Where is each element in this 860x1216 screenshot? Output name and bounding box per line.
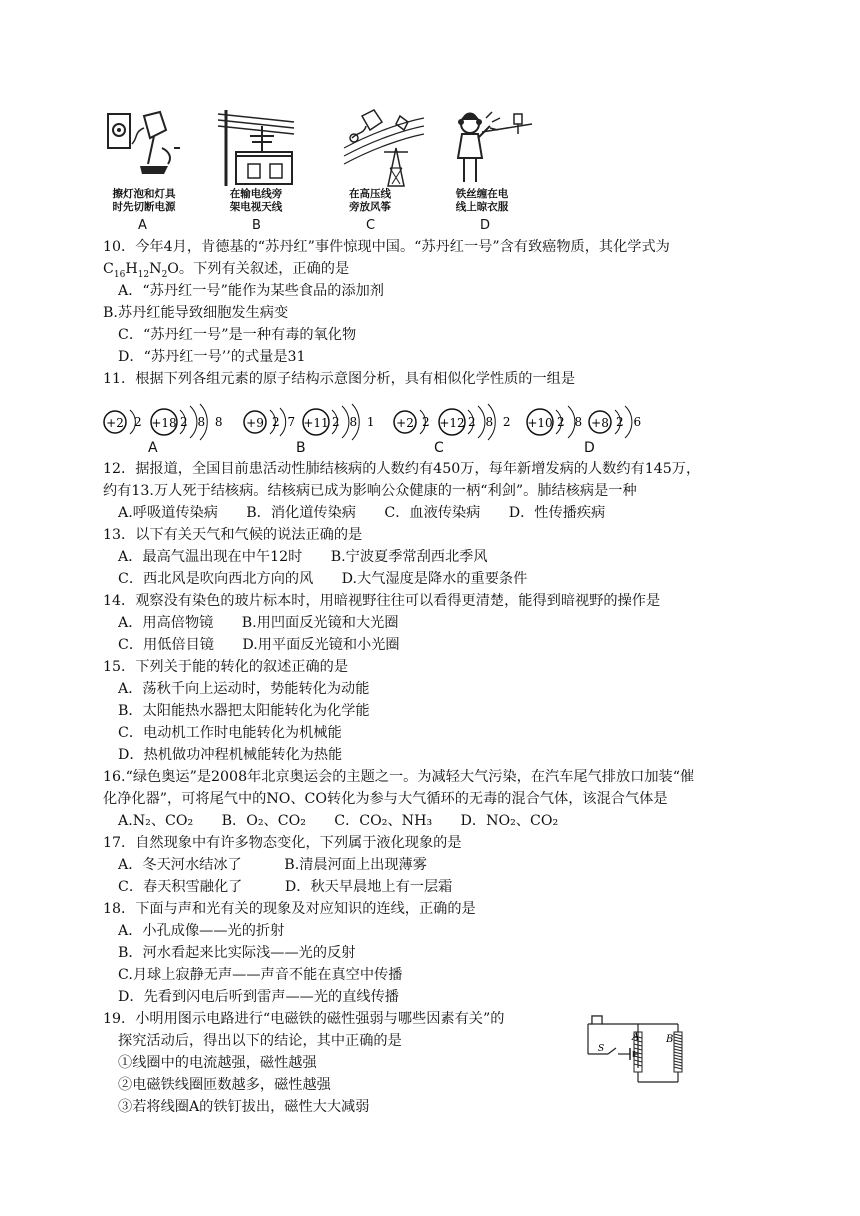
shells-a2: 2 8 8 bbox=[180, 415, 226, 429]
nucleus-d1: +10 bbox=[527, 416, 553, 430]
q11-label-c: C bbox=[434, 440, 444, 456]
atom-diagram-c bbox=[390, 402, 514, 442]
q15-option-a: A．荡秋千向上运动时，势能转化为动能 bbox=[118, 681, 370, 697]
q15-option-b: B．太阳能热水器把太阳能转化为化学能 bbox=[118, 703, 370, 719]
antenna-illustration bbox=[216, 108, 296, 186]
q10-option-d: D．“苏丹红一号’’的式量是31 bbox=[118, 349, 306, 365]
q10-formula-line: $C_{16}H_{12}N_2O$。下列有关叙述，正确的是 bbox=[103, 261, 350, 280]
q15-stem: 15．下列关于能的转化的叙述正确的是 bbox=[103, 659, 349, 675]
nucleus-a1: +2 bbox=[106, 416, 124, 430]
q11-label-b: B bbox=[296, 440, 306, 456]
circuit-label-b: B bbox=[666, 1034, 674, 1045]
circuit-label-a: A bbox=[632, 1032, 640, 1043]
q15-option-c: C．电动机工作时电能转化为机械能 bbox=[118, 725, 342, 741]
q14-row1: A．用高倍物镜 B.用凹面反光镜和大光圈 bbox=[118, 615, 399, 631]
atom-diagram-a bbox=[100, 402, 226, 442]
clothesline-illustration bbox=[456, 108, 536, 186]
nucleus-c2: +12 bbox=[439, 416, 465, 430]
q13-row2: C．西北风是吹向西北方向的风 D.大气湿度是降水的重要条件 bbox=[118, 571, 528, 587]
nucleus-b2: +11 bbox=[303, 416, 329, 430]
caption-b: 在输电线旁 架电视天线 bbox=[229, 188, 283, 213]
q19-conclusion-2: ②电磁铁线圈匝数越多，磁性越强 bbox=[118, 1077, 331, 1093]
q10-option-a: A．“苏丹红一号”能作为某些食品的添加剂 bbox=[118, 283, 384, 299]
caption-d: 铁丝缠在电 线上晾衣服 bbox=[455, 188, 509, 213]
q19-line2: 探究活动后，得出以下的结论，其中正确的是 bbox=[118, 1033, 402, 1049]
atom-diagram-b bbox=[240, 402, 378, 442]
caption-c: 在高压线 旁放风筝 bbox=[349, 188, 391, 213]
kite-illustration bbox=[344, 108, 424, 186]
q10-option-c: C．“苏丹红一号”是一种有毒的氧化物 bbox=[118, 327, 357, 343]
q16-line1: 16.“绿色奥运”是2008年北京奥运会的主题之一。为减轻大气污染，在汽车尾气排放口加装“催 bbox=[103, 769, 695, 785]
circuit-label-s: S bbox=[598, 1044, 605, 1054]
shells-d1: 2 8 bbox=[557, 415, 586, 429]
q16-line2: 化净化器”，可将尾气中的NO、CO转化为参与大气循环的无毒的混合气体，该混合气体是 bbox=[103, 791, 668, 807]
atom-diagram-d bbox=[524, 402, 654, 442]
q14-row2: C．用低倍目镜 D.用平面反光镜和小光圈 bbox=[118, 637, 400, 653]
nucleus-d2: +8 bbox=[591, 416, 609, 430]
q17-row1: A．冬天河水结冰了 B.清晨河面上出现薄雾 bbox=[118, 857, 427, 873]
q12-options: A.呼吸道传染病 B．消化道传染病 C．血液传染病 D．性传播疾病 bbox=[118, 505, 606, 521]
shells-b1: 2 7 bbox=[272, 415, 298, 429]
q17-row2: C．春天积雪融化了 D．秋天早晨地上有一层霜 bbox=[118, 879, 453, 895]
figure-label-c: C bbox=[366, 218, 376, 233]
q14-stem: 14．观察没有染色的玻片标本时，用暗视野往往可以看得更清楚，能得到暗视野的操作是 bbox=[103, 593, 661, 609]
q18-option-c: C.月球上寂静无声——声音不能在真空中传播 bbox=[118, 967, 403, 983]
nucleus-b1: +9 bbox=[246, 416, 264, 430]
q18-option-b: B．河水看起来比实际浅——光的反射 bbox=[118, 945, 356, 961]
nucleus-c1: +2 bbox=[396, 416, 414, 430]
q19-line1: 19．小明用图示电路进行“电磁铁的磁性强弱与哪些因素有关”的 bbox=[103, 1011, 505, 1027]
q12-line2: 约有13.万人死于结核病。结核病已成为影响公众健康的一柄“利剑”。肺结核病是一种 bbox=[103, 483, 637, 499]
shells-a1: 2 bbox=[134, 415, 142, 429]
q10-stem: 10．今年4月，肯德基的“苏丹红”事件惊现中国。“苏丹红一号”含有致癌物质，其化学式为 bbox=[103, 239, 670, 255]
q13-stem: 13．以下有关天气和气候的说法正确的是 bbox=[103, 527, 363, 543]
electromagnet-circuit-diagram bbox=[578, 1010, 698, 1088]
shells-c1: 2 bbox=[422, 415, 430, 429]
q18-option-d: D．先看到闪电后听到雷声——光的直线传播 bbox=[118, 989, 399, 1005]
q18-stem: 18．下面与声和光有关的现象及对应知识的连线，正确的是 bbox=[103, 901, 476, 917]
q11-stem: 11．根据下列各组元素的原子结构示意图分析，具有相似化学性质的一组是 bbox=[103, 371, 576, 387]
q18-option-a: A．小孔成像——光的折射 bbox=[118, 923, 285, 939]
shells-d2: 2 6 bbox=[616, 415, 645, 429]
q11-label-d: D bbox=[584, 440, 595, 456]
figure-label-d: D bbox=[480, 218, 491, 233]
q19-conclusion-1: ①线圈中的电流越强，磁性越强 bbox=[118, 1055, 317, 1071]
shells-b2: 2 8 1 bbox=[332, 415, 378, 429]
q17-stem: 17．自然现象中有许多物态变化，下列属于液化现象的是 bbox=[103, 835, 462, 851]
figure-label-b: B bbox=[252, 218, 261, 233]
q16-options: A.N₂、CO₂ B．O₂、CO₂ C．CO₂、NH₃ D．NO₂、CO₂ bbox=[118, 813, 559, 829]
q13-row1: A．最高气温出现在中午12时 B.宁波夏季常刮西北季风 bbox=[118, 549, 488, 565]
shells-c2: 2 8 2 bbox=[468, 415, 514, 429]
q15-option-d: D．热机做功冲程机械能转化为热能 bbox=[118, 747, 343, 763]
lamp-illustration bbox=[104, 108, 184, 186]
caption-a: 擦灯泡和灯具 时先切断电源 bbox=[112, 188, 176, 213]
q19-conclusion-3: ③若将线圈A的铁钉拔出，磁性大大减弱 bbox=[118, 1099, 370, 1115]
q12-line1: 12．据报道，全国目前患活动性肺结核病的人数约有450万，每年新增发病的人数约有145万， bbox=[103, 461, 701, 477]
q10-option-b: B.苏丹红能导致细胞发生病变 bbox=[103, 305, 289, 321]
q11-label-a: A bbox=[148, 440, 158, 456]
figure-label-a: A bbox=[138, 218, 147, 233]
nucleus-a2: +18 bbox=[151, 416, 177, 430]
